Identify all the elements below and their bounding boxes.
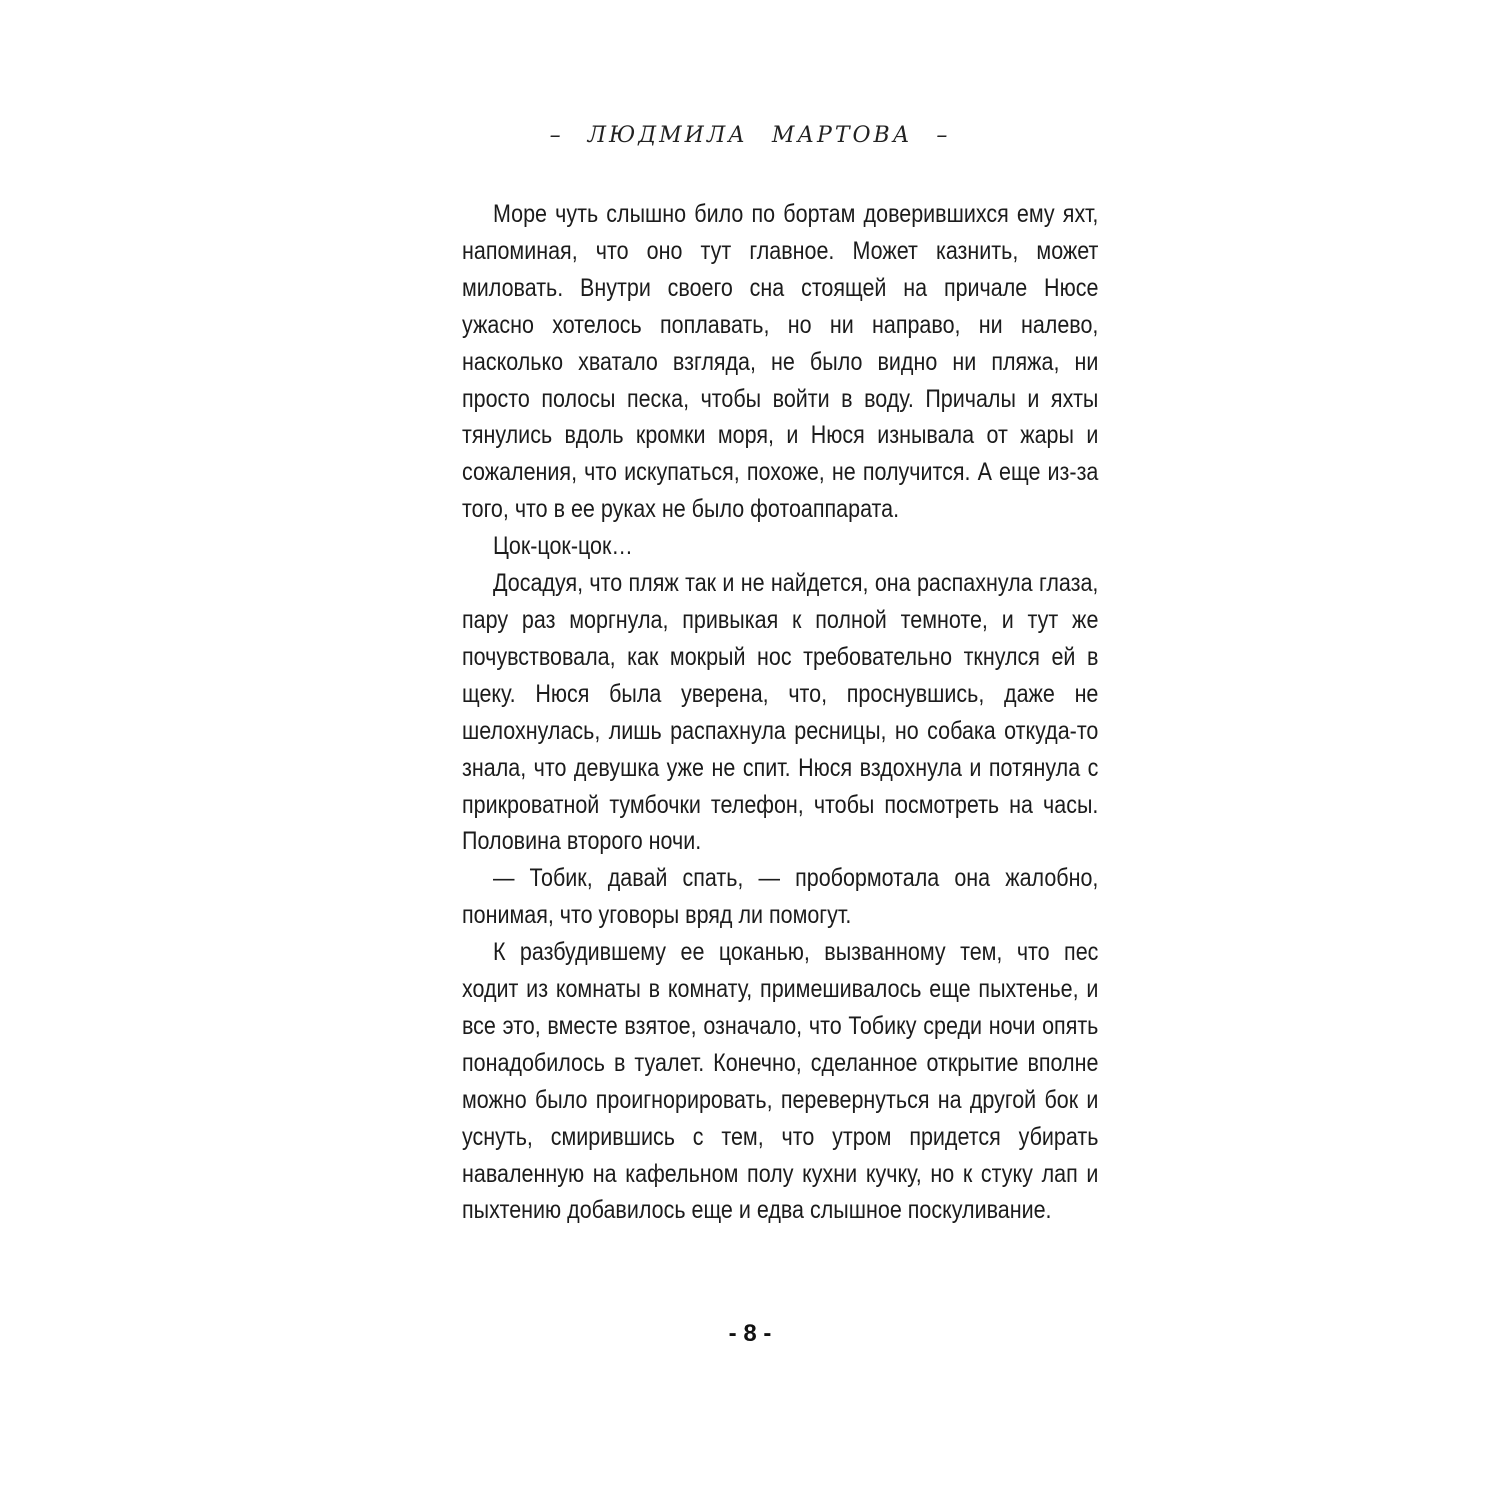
running-header: – ЛЮДМИЛА МАРТОВА – — [549, 123, 951, 148]
paragraph: Досадуя, что пляж так и не найдется, она распахнула глаза, пару раз моргнула, привыкая к полной темноте, и тут же почувствовала, как мокрый нос требовательно ткнулся ей в щеку. Нюся была уверена, что, проснувшись, даже не шелохнулась, лишь распахнула ресницы, но собака откуда-то знала, что девушка уже не спит. Нюся вздохнула и потянула с прикроватной тумбочки телефон, чтобы посмотреть на часы. Половина второго ночи. — [462, 569, 1099, 856]
paragraph: — Тобик, давай спать, — пробормотала она жалобно, понимая, что уговоры вряд ли помогут. — [462, 864, 1099, 930]
paragraph: Море чуть слышно било по бортам доверившихся ему яхт, напоминая, что оно тут главное. Может казнить, может миловать. Внутри своего сна стоящей на причале Нюсе ужасно хотелось поплавать, но ни направо, ни налево, насколько хватало взгляда, не было видно ни пляжа, ни просто полосы песка, чтобы войти в воду. Причалы и яхты тянулись вдоль кромки моря, и Нюся изнывала от жары и сожаления, что искупаться, похоже, не получится. А еще из-за того, что в ее руках не было фотоаппарата. — [462, 200, 1099, 524]
paragraph: Цок-цок-цок… — [492, 532, 633, 561]
paragraph: К разбудившему ее цоканью, вызванному тем, что пес ходит из комнаты в комнату, примешивалось еще пыхтенье, и все это, вместе взятое, означало, что Тобику среди ночи опять понадобилось в туалет. Конечно, сделанное открытие вполне можно было проигнорировать, перевернуться на другой бок и уснуть, смирившись с тем, что утром придется убирать наваленную на кафельном полу кухни кучку, но к стуку лап и пыхтению добавилось еще и едва слышное поскуливание. — [462, 938, 1099, 1225]
page-number: - 8 - — [728, 1320, 772, 1347]
body-text — [462, 196, 1099, 1229]
